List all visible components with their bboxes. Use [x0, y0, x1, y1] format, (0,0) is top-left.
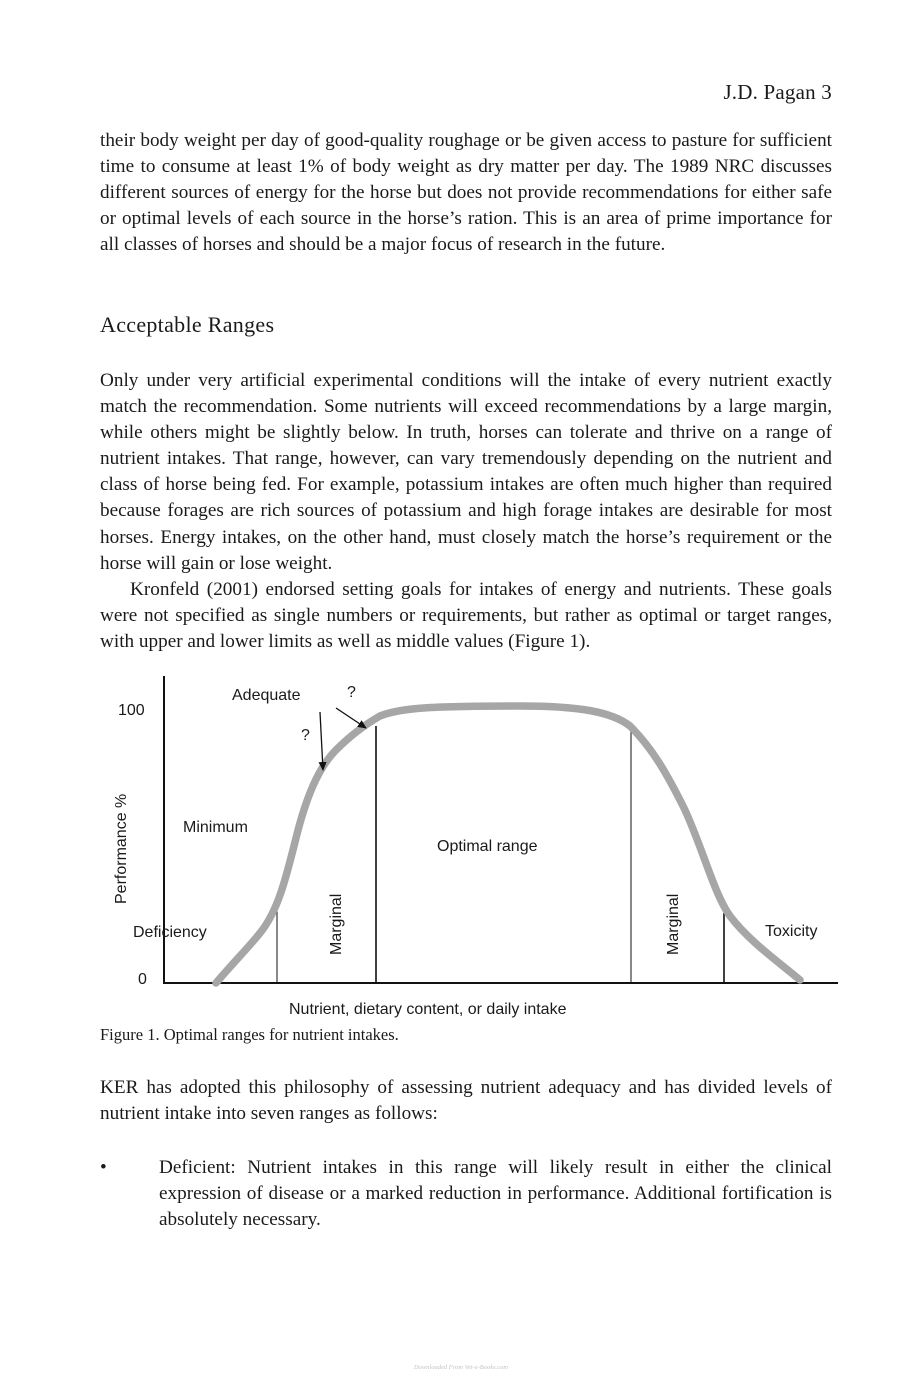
y-tick-100: 100	[118, 702, 145, 719]
label-optimal-range: Optimal range	[437, 838, 538, 855]
figure-optimal-ranges	[100, 668, 860, 1028]
paragraph-ranges: Only under very artificial experimental conditions will the intake of every nutrient exactly match the recommendation. Some nutrients will exceed recommendations by a large margin, while others might be slightly below. In truth, horses can tolerate and thrive on a range of nutrient intakes. That range, however, can vary tremendously depending on the nutrient and class of horse being fed. For example, potassium intakes are often much higher than required because forages are rich sources of potassium and high forage intakes are desirable for most horses. Energy intakes, on the other hand, must closely match the horse’s requirement or the horse will gain or lose weight.	[100, 370, 832, 574]
x-axis-label: Nutrient, dietary content, or daily intake	[289, 1001, 567, 1018]
label-minimum: Minimum	[183, 819, 248, 836]
bullet-marker: •	[100, 1157, 107, 1178]
arrow-adequate-upper	[336, 708, 366, 728]
label-adequate: Adequate	[232, 687, 301, 704]
label-marginal-left: Marginal	[328, 893, 345, 955]
label-question-upper: ?	[347, 684, 356, 701]
y-axis-label: Performance %	[113, 793, 130, 904]
label-toxicity: Toxicity	[765, 923, 818, 940]
running-head: J.D. Pagan 3	[723, 80, 832, 104]
body-paragraphs-ranges	[100, 368, 832, 655]
label-deficiency: Deficiency	[133, 924, 207, 941]
bullet-item-deficient: Deficient: Nutrient intakes in this range will likely result in either the clinical expression of disease or a marked reduction in performance. Additional fortification is absolutely necessary.	[159, 1157, 832, 1231]
paragraph-ker: KER has adopted this philosophy of assessing nutrient adequacy and has divided levels of nutrient intake into seven ranges as follows:	[100, 1077, 832, 1125]
body-paragraph-ker	[100, 1075, 832, 1127]
section-heading: Acceptable Ranges	[100, 312, 275, 337]
figure-caption: Figure 1. Optimal ranges for nutrient intakes.	[100, 1025, 399, 1044]
body-paragraph-continued	[100, 128, 832, 258]
figure-diagram	[100, 668, 860, 1028]
paragraph-kronfeld: Kronfeld (2001) endorsed setting goals for intakes of energy and nutrients. These goals were not specified as single numbers or requirements, but rather as optimal or target ranges, with upper and lower limits as well as middle values (Figure 1).	[100, 578, 832, 652]
paragraph-text: their body weight per day of good-quality roughage or be given access to pasture for sufficient time to consume at least 1% of body weight as dry matter per day. The 1989 NRC discusses different sources of energy for the horse but does not provide recommendations for either safe or optimal levels of each source in the horse’s ration. This is an area of prime importance for all classes of horses and should be a major focus of research in the future.	[100, 130, 832, 256]
download-watermark: Downloaded From Vet-e-Books.com	[413, 1364, 509, 1371]
arrow-adequate-lower	[320, 712, 323, 770]
y-tick-0: 0	[138, 971, 147, 988]
label-question-lower: ?	[301, 727, 310, 744]
label-marginal-right: Marginal	[665, 893, 682, 955]
